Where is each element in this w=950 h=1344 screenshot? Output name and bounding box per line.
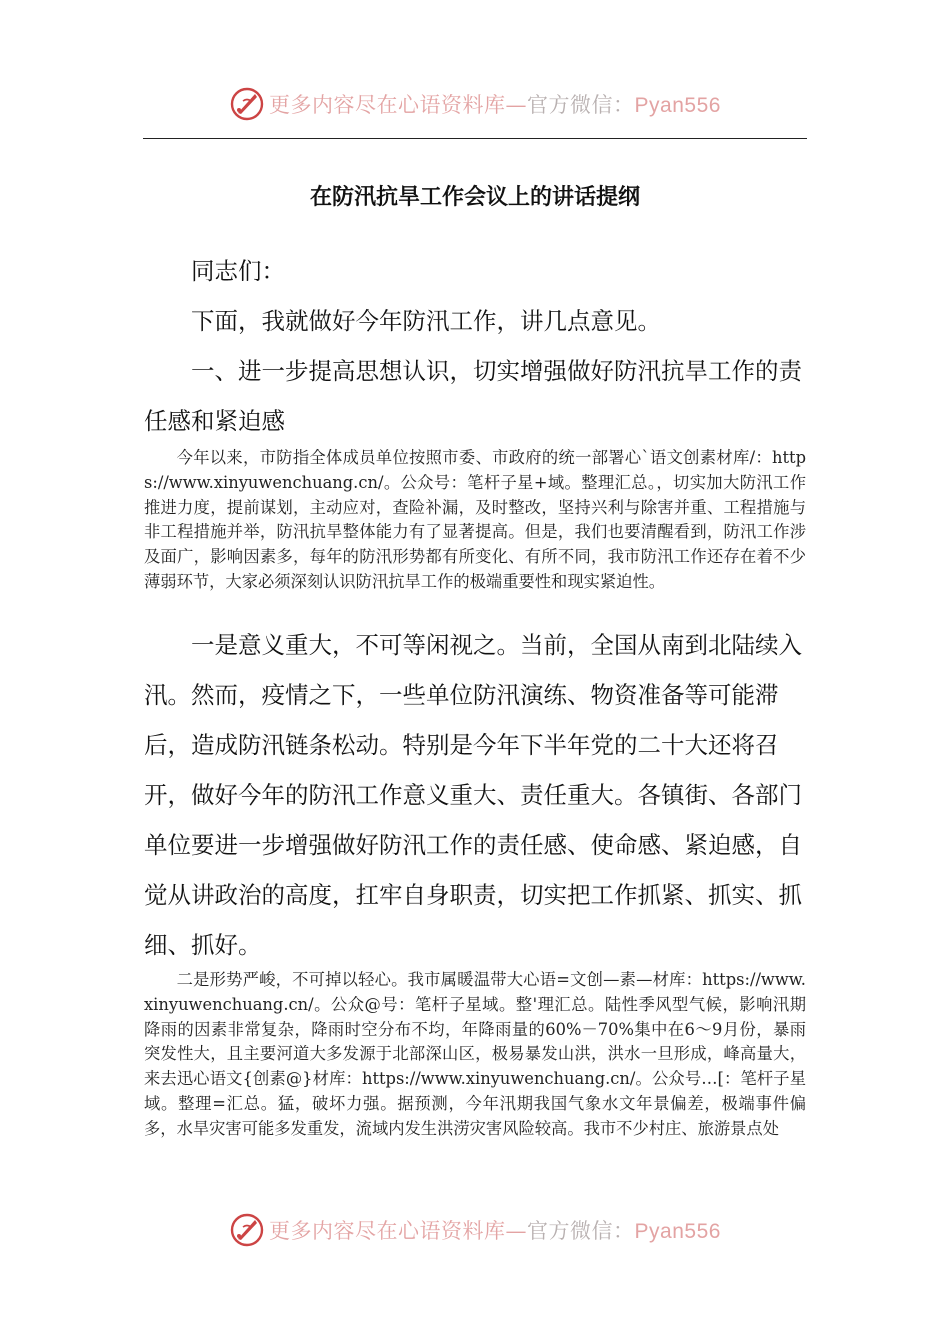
banner-wechat-id: Pyan556 <box>634 94 721 117</box>
footer-wechat-id: Pyan556 <box>634 1220 721 1243</box>
quill-logo-icon <box>229 86 265 122</box>
greeting: 同志们： <box>191 257 285 285</box>
footer-banner-text <box>269 1215 721 1245</box>
body-paragraph-2: 一是意义重大，不可等闲视之。当前，全国从南到北陆续入汛。然而，疫情之下，一些单位防汛演练、物资准备等可能滞后，造成防汛链条松动。特别是今年下半年党的二十大还将召开，做好今年的防汛工作意义重大、责任重大。各镇街、各部门单位要进一步增强做好防汛工作的责任感、使命感、紧迫感，自觉从讲政治的高度，扛牢自身职责，切实把工作抓紧、抓实、抓细、抓好。 <box>144 631 802 959</box>
header-banner <box>0 82 950 126</box>
header-divider <box>143 138 807 139</box>
document-title: 在防汛抗旱工作会议上的讲话提纲 <box>309 185 640 210</box>
footer-wechat-label: 官方微信： <box>527 1219 635 1243</box>
banner-main-text: 更多内容尽在心语资料库— <box>269 93 528 117</box>
body-paragraph-1: 今年以来，市防指全体成员单位按照市委、市政府的统一部署心`语文创素材库/：https://www.xinyuwenchuang.cn/。公众号：笔杆子星+域。整理汇总。，切实加大防汛工作推进力度，提前谋划，主动应对，查险补漏，及时整改，坚持兴利与除害并重、工程措施与非工程措施并举，防汛抗旱整体能力有了显著提高。但是，我们也要清醒看到，防汛工作涉及面广，影响因素多，每年的防汛形势都有所变化、有所不同，我市防汛工作还存在着不少薄弱环节，大家必须深刻认识防汛抗旱工作的极端重要性和现实紧迫性。 <box>144 448 806 591</box>
body-paragraph-3: 二是形势严峻，不可掉以轻心。我市属暖温带大心语=文创—素—材库：https://www.xinyuwenchuang.cn/。公众@号：笔杆子星域。整'理汇总。陆性季风型气候，影响汛期降雨的因素非常复杂，降雨时空分布不均，年降雨量的60%－70%集中在6～9月份，暴雨突发性大，且主要河道大多发源于北部深山区，极易暴发山洪，洪水一旦形成，峰高量大，来去迅心语文{创素@}材库：https://www.xinyuwenchuang.cn/。公众号…[：笔杆子星域。整理=汇总。猛，破坏力强。据预测，今年汛期我国气象水文年景偏差，极端事件偏多，水旱灾害可能多发重发，流域内发生洪涝灾害风险较高。我市不少村庄、旅游景点处 <box>144 970 806 1138</box>
quill-logo-icon <box>229 1212 265 1248</box>
banner-wechat-label: 官方微信： <box>527 93 635 117</box>
intro-paragraph: 下面，我就做好今年防汛工作，讲几点意见。 <box>191 307 661 335</box>
footer-main-text: 更多内容尽在心语资料库— <box>269 1219 528 1243</box>
footer-banner <box>0 1208 950 1252</box>
banner-text <box>269 89 721 119</box>
section-heading-1: 一、进一步提高思想认识，切实增强做好防汛抗旱工作的责任感和紧迫感 <box>144 357 802 435</box>
